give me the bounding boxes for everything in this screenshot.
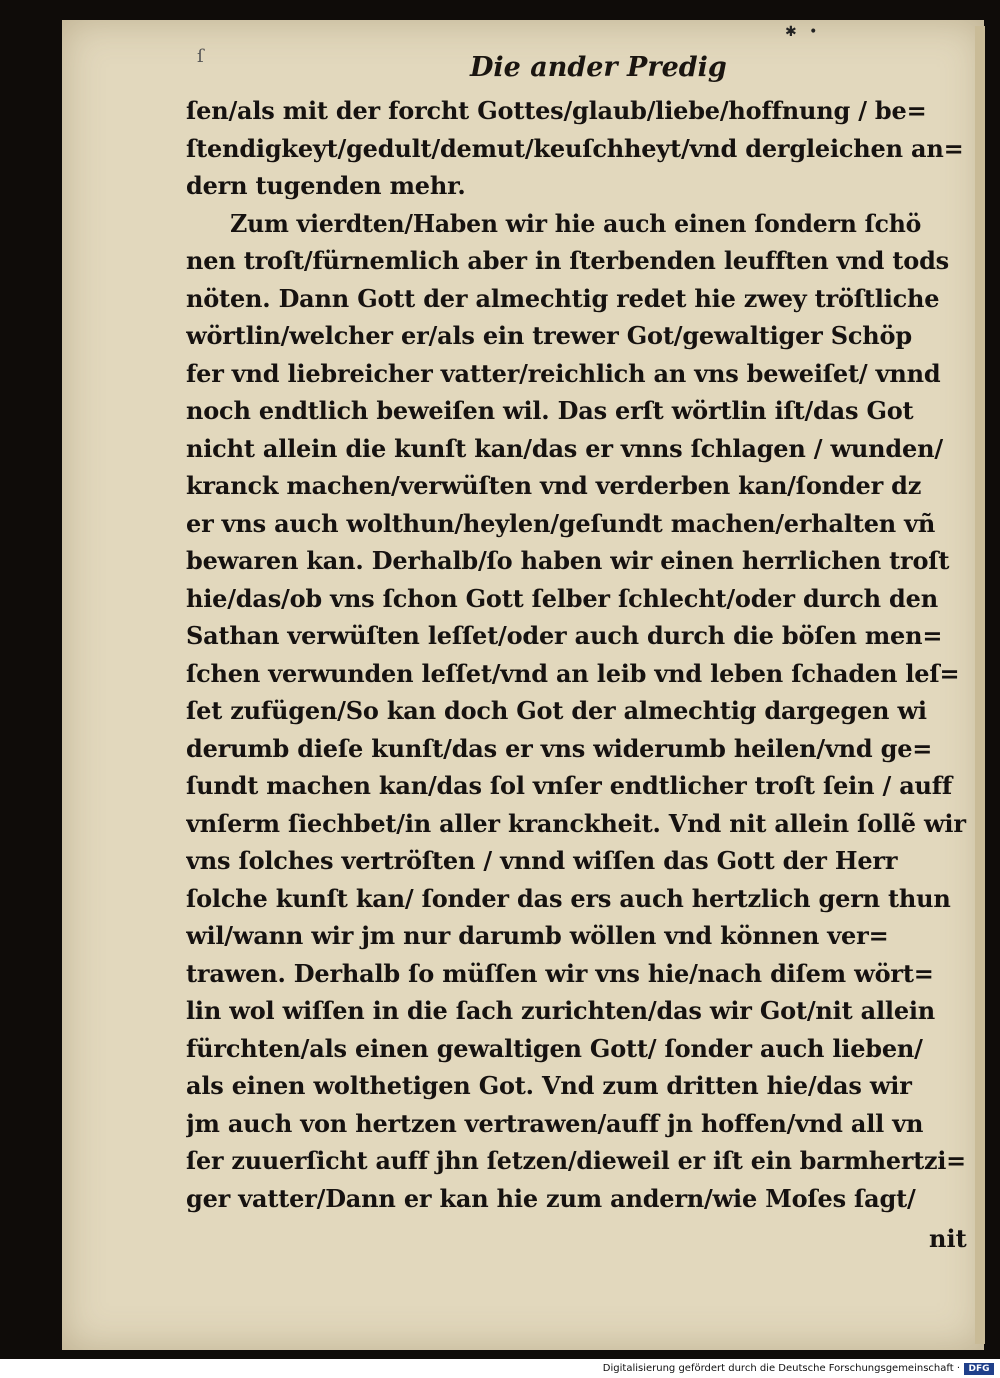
text-line: bewaren kan. Derhalb/ſo haben wir einen herrlichen troſt: [186, 546, 950, 575]
text-line: ſtendigkeyt/gedult/demut/keuſchheyt/vnd dergleichen an=: [186, 133, 964, 163]
text-line: trawen. Derhalb ſo müſſen wir vns hie/nach diſem wört=: [186, 958, 934, 988]
page-ornament-mark: ✱ •: [785, 24, 822, 40]
text-line: ſolche kunſt kan/ ſonder das ers auch hertzlich gern thun: [186, 883, 951, 913]
text-line: vnſerm ſiechbet/in aller kranckheit. Vnd nit allein ſollẽ wir: [186, 808, 966, 838]
text-line: wil/wann wir jm nur darumb wöllen vnd können ver=: [186, 921, 889, 950]
text-line: ſen/als mit der forcht Gottes/glaub/liebe/hoffnung / be=: [186, 96, 927, 125]
text-line: vns ſolches vertröſten / vnnd wiſſen das Gott der Herr: [186, 846, 898, 875]
text-line: nen troſt/fürnemlich aber in ſterbenden leufften vnd tods: [186, 246, 949, 275]
text-line: hie/das/ob vns ſchon Gott ſelber ſchlecht/oder durch den: [186, 583, 938, 613]
text-line: ger vatter/Dann er kan hie zum andern/wie Moſes ſagt/: [186, 1183, 916, 1213]
text-line: derumb dieſe kunſt/das er vns widerumb heilen/vnd ge=: [186, 733, 933, 763]
text-line: wörtlin/welcher er/als ein trewer Got/gewaltiger Schöp: [186, 321, 912, 350]
text-line: fürchten/als einen gewaltigen Gott/ ſonder auch lieben/: [186, 1033, 923, 1063]
catchword: nit: [929, 1224, 967, 1253]
dfg-logo: DFG: [964, 1363, 994, 1375]
text-line: Sathan verwüſten leſſet/oder auch durch die böſen men=: [186, 621, 943, 650]
text-line: als einen wolthetigen Got. Vnd zum dritten hie/das wir: [186, 1071, 912, 1100]
footer-credit: Digitalisierung gefördert durch die Deutsche Forschungsgemeinschaft ·: [602, 1363, 960, 1374]
text-line: dern tugenden mehr.: [186, 171, 466, 200]
text-line: noch endtlich beweiſen wil. Das erſt wörtlin iſt/das Got: [186, 396, 914, 425]
text-line: lin wol wiſſen in die ſach zurichten/das wir Got/nit allein: [186, 996, 936, 1025]
text-line: Zum vierdten/Haben wir hie auch einen ſondern ſchö: [230, 208, 922, 238]
footer-bar: [0, 1360, 1000, 1378]
text-line: ſer zuuerſicht auff jhn ſetzen/dieweil er iſt ein barmhertzi=: [186, 1146, 966, 1175]
text-line: jm auch von hertzen vertrawen/auff jn hoffen/vnd all vn: [186, 1108, 924, 1138]
page-edge: [975, 26, 985, 1344]
text-line: ſchen verwunden leſſet/vnd an leib vnd leben ſchaden leſ=: [186, 658, 960, 688]
text-line: kranck machen/verwüſten vnd verderben kan/ſonder dz: [186, 471, 922, 500]
running-head: Die ander Predig: [470, 52, 727, 83]
body-text: [186, 92, 974, 1217]
text-line: er vns auch wolthun/heylen/geſundt machen/erhalten vñ: [186, 508, 936, 538]
text-line: ſet zufügen/So kan doch Got der almechtig dargegen wi: [186, 696, 927, 725]
page-marginal-mark: ſ: [197, 46, 204, 67]
text-line: nicht allein die kunſt kan/das er vnns ſchlagen / wunden/: [186, 433, 943, 463]
text-line: ſundt machen kan/das ſol vnſer endtlicher troſt ſein / auff: [186, 771, 953, 800]
text-line: fer vnd liebreicher vatter/reichlich an vns beweiſet/ vnnd: [186, 358, 941, 388]
text-line: nöten. Dann Gott der almechtig redet hie zwey tröſtliche: [186, 283, 940, 313]
